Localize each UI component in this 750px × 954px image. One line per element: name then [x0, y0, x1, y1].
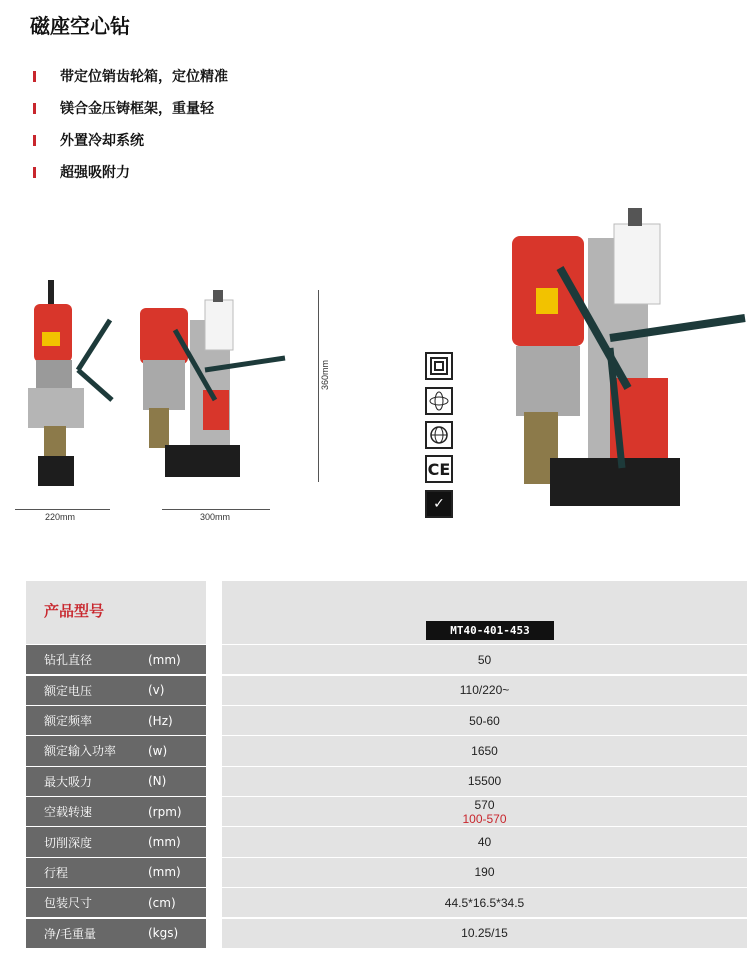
- spec-header-value-cell: [222, 581, 747, 644]
- spec-value: 44.5*16.5*34.5: [444, 895, 525, 910]
- feature-item: [33, 124, 228, 156]
- feature-list: [33, 60, 228, 188]
- spec-value: 40: [477, 835, 492, 850]
- spec-row-value: [222, 736, 747, 765]
- dim-front-label: 220mm: [45, 512, 76, 522]
- spec-row-label: [26, 858, 206, 887]
- spec-value: 50-60: [469, 713, 500, 728]
- spec-row-value: [222, 767, 747, 796]
- spec-row-value: [222, 919, 747, 948]
- spec-header-label: 产品型号: [44, 602, 105, 620]
- box-logo-icon: [425, 352, 453, 380]
- spec-row: [26, 767, 747, 796]
- drill-front-view: [20, 280, 120, 490]
- spec-row: [26, 858, 747, 887]
- spec-unit: (mm): [148, 835, 181, 850]
- spec-row-label: [26, 767, 206, 796]
- drill-large-view: [500, 208, 750, 508]
- spec-value: 110/220~: [459, 683, 510, 698]
- dim-side-label: 300mm: [200, 512, 231, 522]
- spec-value: 15500: [467, 774, 502, 789]
- spec-name: 钻孔直径: [44, 653, 93, 668]
- spec-row-label: [26, 645, 206, 674]
- spec-row-value: [222, 858, 747, 887]
- spec-value: 190: [474, 865, 495, 880]
- spec-table: [26, 581, 747, 948]
- bullet-bar: [33, 103, 36, 114]
- spec-row-label: [26, 919, 206, 948]
- spec-header: [26, 581, 747, 644]
- spec-value: 10.25/15: [461, 926, 508, 941]
- spec-row-label: [26, 736, 206, 765]
- dim-line-front: [15, 509, 110, 510]
- feature-item: [33, 60, 228, 92]
- feature-text: 外置冷却系统: [60, 133, 144, 149]
- product-illustration: [0, 200, 750, 550]
- dim-line-side: [162, 509, 270, 510]
- feature-text: 超强吸附力: [60, 165, 130, 181]
- globe-cert-icon: [425, 421, 453, 449]
- spec-value-alt: 100-570: [462, 811, 507, 826]
- spec-row: [26, 676, 747, 705]
- spec-unit: (v): [148, 683, 165, 698]
- bullet-bar: [33, 135, 36, 146]
- spec-unit: (Hz): [148, 713, 173, 728]
- spec-name: 空载转速: [44, 805, 93, 820]
- spec-unit: (w): [148, 743, 168, 758]
- spec-unit: (rpm): [148, 804, 182, 819]
- spec-value: 1650: [471, 743, 498, 758]
- spec-row-value: [222, 706, 747, 735]
- spec-row: [26, 919, 747, 948]
- spec-unit: (N): [148, 774, 167, 789]
- feature-text: 带定位销齿轮箱，定位精准: [60, 69, 228, 85]
- spec-row-value: [222, 888, 747, 917]
- feature-item: [33, 156, 228, 188]
- spec-row-value: [222, 645, 747, 674]
- atom-cert-icon: [425, 387, 453, 415]
- page-title: 磁座空心钻: [30, 14, 130, 38]
- spec-name: 额定输入功率: [44, 744, 117, 759]
- spec-row-label: [26, 888, 206, 917]
- spec-header-label-cell: [26, 581, 206, 644]
- spec-value: 570: [474, 797, 495, 812]
- spec-unit: (cm): [148, 895, 176, 910]
- spec-name: 额定频率: [44, 714, 93, 729]
- spec-row: [26, 645, 747, 674]
- model-badge: MT40-401-453: [426, 621, 554, 640]
- drill-side-view: [135, 290, 295, 480]
- spec-row-label: [26, 676, 206, 705]
- spec-name: 包装尺寸: [44, 896, 93, 911]
- spec-value: 50: [477, 652, 492, 667]
- spec-unit: (mm): [148, 865, 181, 880]
- spec-row: [26, 706, 747, 735]
- spec-row: [26, 797, 747, 826]
- spec-row-value: [222, 827, 747, 856]
- ce-mark-icon: CE: [425, 455, 453, 483]
- spec-row: [26, 827, 747, 856]
- bullet-bar: [33, 71, 36, 82]
- bullet-bar: [33, 167, 36, 178]
- check-badge-icon: ✓: [425, 490, 453, 518]
- spec-name: 切削深度: [44, 835, 93, 850]
- feature-text: 镁合金压铸框架，重量轻: [60, 101, 214, 117]
- dim-height-label: 360mm: [320, 359, 330, 390]
- spec-row-label: [26, 797, 206, 826]
- spec-row-label: [26, 827, 206, 856]
- spec-name: 行程: [44, 865, 69, 880]
- feature-item: [33, 92, 228, 124]
- spec-row-value: [222, 797, 747, 826]
- spec-name: 净/毛重量: [44, 926, 97, 941]
- spec-name: 最大吸力: [44, 774, 93, 789]
- spec-unit: (kgs): [148, 926, 179, 941]
- spec-row-value: [222, 676, 747, 705]
- dim-line-height: [318, 290, 319, 482]
- spec-row: [26, 736, 747, 765]
- spec-row: [26, 888, 747, 917]
- spec-name: 额定电压: [44, 683, 93, 698]
- spec-row-label: [26, 706, 206, 735]
- spec-unit: (mm): [148, 652, 181, 667]
